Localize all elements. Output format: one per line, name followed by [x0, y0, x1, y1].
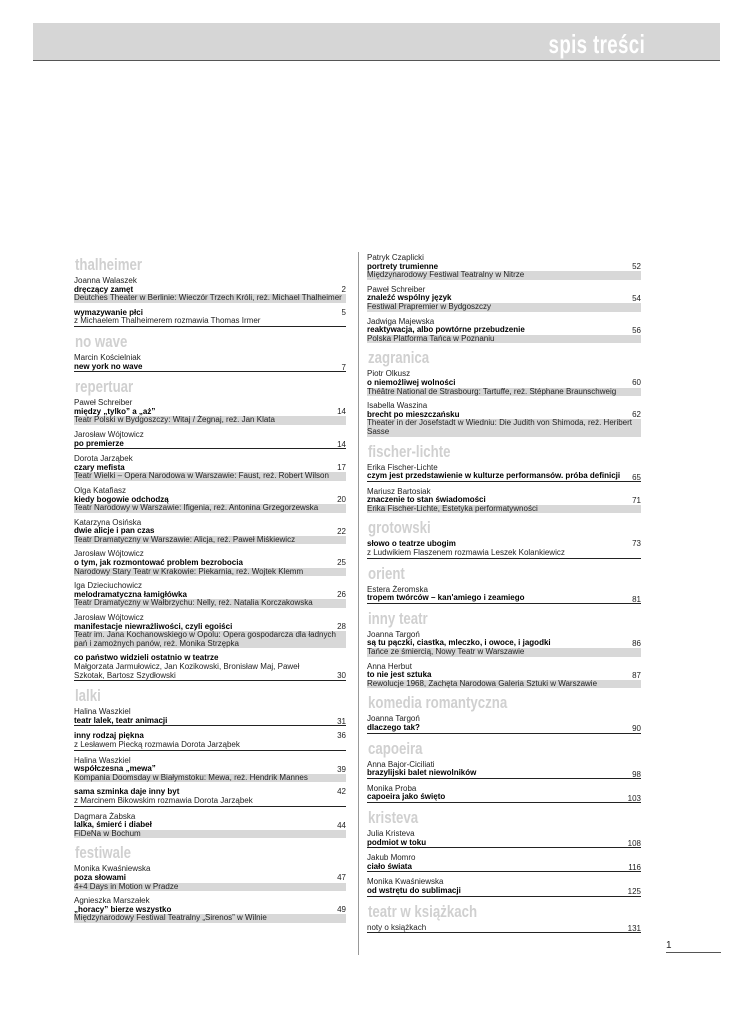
entry-title[interactable]: współczesna „mewa” — [74, 764, 156, 774]
entry-author: Jarosław Wójtowicz — [74, 429, 144, 439]
entry-title[interactable]: brazylijski balet niewolników — [367, 769, 641, 779]
entry-note: Teatr Narodowy w Warszawie: Ifigenia, reż. Antonina Grzegorzewska — [74, 504, 346, 513]
entry-title[interactable]: melodramatyczna łamigłówka — [74, 589, 187, 599]
page-ref: 52 — [632, 262, 641, 271]
section-header: orient — [368, 563, 405, 583]
entry-subtitle: z Marcinem Bikowskim rozmawia Dorota Jarząbek — [74, 797, 346, 807]
page-ref: 60 — [632, 378, 641, 388]
toc-entry[interactable] — [74, 654, 346, 681]
page-ref: 62 — [632, 410, 641, 420]
toc-entry[interactable] — [367, 402, 641, 436]
toc-entry[interactable] — [74, 399, 346, 425]
page-ref: 20 — [337, 494, 346, 504]
page-ref: 17 — [337, 463, 346, 473]
page-ref: 131 — [627, 923, 641, 933]
entry-author: Estera Żeromska — [367, 584, 428, 594]
toc-entry[interactable] — [367, 488, 641, 514]
toc-entry[interactable] — [74, 550, 346, 576]
entry-note: Teatr Dramatyczny w Wałbrzychu: Nelly, reż. Natalia Korczakowska — [74, 599, 346, 608]
toc-right-column — [367, 254, 641, 939]
page-ref: 2 — [341, 285, 346, 294]
section-header: thalheimer — [75, 255, 143, 274]
entry-title[interactable]: znaleźć wspólny język — [367, 293, 452, 303]
entry-title[interactable]: capoeira jako święto — [367, 793, 641, 803]
entry-note: Narodowy Stary Teatr w Krakowie: Piekarnia, reż. Wojtek Klemm — [74, 568, 346, 577]
page-ref: 49 — [337, 905, 346, 915]
entry-author: Joanna Walaszek — [74, 276, 137, 285]
entry-title[interactable]: teatr lalek, teatr animacji — [74, 717, 346, 727]
toc-entry[interactable] — [367, 663, 641, 689]
entry-title[interactable]: czym jest przedstawienie w kulturze performansów. próba definicji — [367, 472, 641, 482]
toc-entry[interactable] — [367, 715, 641, 733]
entry-note: Théâtre National de Strasbourg: Tartuffe, reż. Stéphane Braunschweig — [367, 388, 641, 397]
section-header: inny teatr — [368, 608, 428, 628]
page-ref: 25 — [337, 558, 346, 568]
entry-title[interactable]: tropem twórców – kan'amiego i zeamiego — [367, 594, 641, 604]
entry-author: Anna Herbut — [367, 661, 412, 671]
toc-entry[interactable] — [74, 732, 346, 750]
entry-subtitle: Małgorzata Jarmułowicz, Jan Kozikowski, Bronisław Maj, Paweł Szkotak, Bartosz Szydłowski — [74, 663, 346, 681]
entry-title[interactable]: poza słowami — [74, 872, 127, 882]
toc-entry[interactable] — [367, 854, 641, 872]
entry-title[interactable]: brecht po mieszczańsku — [367, 409, 460, 419]
page-ref: 125 — [627, 887, 641, 897]
toc-entry[interactable] — [74, 431, 346, 449]
entry-author: Marcin Kościelniak — [74, 352, 141, 362]
entry-author: Agnieszka Marszałek — [74, 896, 150, 906]
entry-title[interactable]: o tym, jak rozmontować problem bezrobocia — [74, 558, 243, 568]
entry-subtitle: z Ludwikiem Flaszenem rozmawia Leszek Kolankiewicz — [367, 549, 641, 559]
page-ref: 116 — [628, 863, 641, 873]
entry-note: Theater in der Josefstadt w Wiedniu: Die Judith von Shimoda, reż. Heribert Sasse — [367, 419, 641, 436]
entry-note: Teatr Polski w Bydgoszczy: Witaj / Żegnaj, reż. Jan Klata — [74, 416, 346, 425]
entry-title[interactable]: inny rodzaj piękna — [74, 731, 144, 741]
entry-title[interactable]: czary mefista — [74, 462, 125, 472]
entry-author: Isabella Waszina — [367, 401, 428, 411]
entry-author: Piotr Olkusz — [367, 369, 411, 379]
page-ref: 65 — [632, 472, 641, 482]
toc-entry[interactable] — [74, 309, 346, 327]
page-ref: 36 — [337, 731, 346, 741]
section-header: lalki — [75, 686, 101, 706]
page-title: spis treści — [548, 29, 645, 59]
page-ref: 5 — [341, 307, 346, 317]
entry-author: Halina Waszkiel — [74, 755, 131, 765]
entry-title[interactable]: wymazywanie płci — [74, 307, 143, 317]
toc-entry[interactable] — [74, 897, 346, 923]
entry-note: Festiwal Prapremier w Bydgoszczy — [367, 303, 641, 312]
entry-title[interactable]: słowo o teatrze ubogim — [367, 539, 456, 549]
entry-note: Teatr im. Jana Kochanowskiego w Opolu: Opera gospodarcza dla ładnych pań i zamożnych panów, reż. Monika Strzępka — [74, 631, 346, 648]
entry-title[interactable]: „horacy” bierze wszystko — [74, 904, 172, 914]
page-ref: 87 — [632, 670, 641, 680]
entry-subtitle: z Michaelem Thalheimerem rozmawia Thomas Irmer — [74, 317, 346, 327]
entry-title[interactable]: między „tylko” a „aż” — [74, 406, 156, 416]
entry-author: Jarosław Wójtowicz — [74, 549, 144, 559]
toc-entry[interactable] — [74, 708, 346, 726]
toc-entry[interactable] — [74, 788, 346, 806]
entry-note: Tańce ze śmiercią, Nowy Teatr w Warszawie — [367, 648, 641, 657]
page-ref: 42 — [337, 787, 346, 797]
toc-entry[interactable] — [367, 924, 641, 934]
entry-note: Rewolucje 1968, Zachęta Narodowa Galeria Sztuki w Warszawie — [367, 680, 641, 689]
toc-entry[interactable] — [74, 757, 346, 783]
section-header: kristeva — [368, 807, 419, 827]
entry-title[interactable]: są tu pączki, ciastka, mleczko, i owoce, i jagodki — [367, 638, 551, 648]
toc-entry[interactable] — [367, 464, 641, 482]
entry-author: Monika Proba — [367, 783, 417, 793]
toc-entry[interactable] — [74, 813, 346, 839]
page-ref: 14 — [337, 407, 346, 417]
toc-entry[interactable] — [74, 455, 346, 481]
entry-title[interactable]: dwie alicje i pan czas — [74, 526, 155, 536]
toc-entry[interactable] — [367, 318, 641, 344]
entry-subtitle: z Lesławem Piecką rozmawia Dorota Jarząbek — [74, 741, 346, 751]
entry-note: FiDeNa w Bochum — [74, 830, 346, 839]
toc-entry[interactable] — [367, 254, 641, 280]
entry-title[interactable]: to nie jest sztuka — [367, 670, 432, 680]
entry-title[interactable]: lalka, śmierć i diabeł — [74, 820, 152, 830]
toc-entry[interactable] — [367, 878, 641, 896]
page-ref: 81 — [632, 594, 641, 604]
toc-entry[interactable] — [367, 540, 641, 558]
section-header: komedia romantyczna — [368, 693, 508, 713]
entry-title[interactable]: dlaczego tak? — [367, 724, 641, 734]
toc-entry[interactable] — [367, 586, 641, 604]
column-divider — [358, 252, 359, 955]
entry-author: Jadwiga Majewska — [367, 316, 435, 326]
page-ref: 39 — [337, 764, 346, 774]
toc-left-column — [74, 254, 346, 929]
toc-entry[interactable] — [74, 354, 346, 372]
page-ref: 22 — [337, 526, 346, 536]
page-ref: 47 — [337, 873, 346, 883]
section-header: repertuar — [75, 377, 134, 397]
entry-title[interactable]: portrety trumienne — [367, 261, 439, 271]
entry-note: Polska Platforma Tańca w Poznaniu — [367, 335, 641, 344]
page-ref: 31 — [337, 717, 346, 727]
entry-title[interactable]: znaczenie to stan świadomości — [367, 495, 486, 505]
entry-author: Paweł Schreiber — [367, 284, 426, 294]
toc-entry[interactable] — [74, 614, 346, 648]
page-ref: 71 — [632, 495, 641, 505]
entry-author: Iga Dzieciuchowicz — [74, 581, 143, 591]
entry-author: Monika Kwaśniewska — [367, 877, 444, 887]
page-ref: 54 — [632, 293, 641, 303]
toc-entry[interactable] — [74, 582, 346, 608]
entry-note: Kompania Doomsday w Białymstoku: Mewa, reż. Hendrik Mannes — [74, 774, 346, 783]
entry-note: Teatr Wielki – Opera Narodowa w Warszawie: Faust, reż. Robert Wilson — [74, 472, 346, 481]
header-banner — [33, 23, 720, 61]
entry-author: Patryk Czaplicki — [367, 253, 424, 262]
section-header: festiwale — [75, 843, 132, 863]
entry-author: Joanna Targoń — [367, 629, 420, 639]
entry-note: Teatr Dramatyczny w Warszawie: Alicja, reż. Paweł Miśkiewicz — [74, 536, 346, 545]
toc-entry[interactable] — [74, 487, 346, 513]
page-ref: 73 — [632, 539, 641, 549]
section-header: no wave — [75, 331, 128, 351]
entry-author: Paweł Schreiber — [74, 398, 133, 408]
entry-author: Joanna Targoń — [367, 714, 420, 724]
page-ref: 103 — [627, 793, 641, 803]
entry-author: Olga Katafiasz — [74, 485, 127, 495]
entry-author: Monika Kwaśniewska — [74, 864, 151, 874]
entry-author: Halina Waszkiel — [74, 707, 131, 717]
toc-entry[interactable] — [74, 865, 346, 891]
page-ref: 44 — [337, 820, 346, 830]
page-ref: 98 — [632, 769, 641, 779]
entry-subtitle: noty o książkach — [367, 924, 641, 934]
entry-title[interactable]: sama szminka daje inny byt — [74, 787, 180, 797]
toc-entry[interactable] — [367, 830, 641, 848]
section-header: teatr w książkach — [368, 901, 478, 921]
section-header: capoeira — [368, 738, 423, 758]
section-header: zagranica — [368, 348, 430, 368]
toc-entry[interactable] — [367, 785, 641, 803]
page-ref: 56 — [632, 325, 641, 335]
entry-note: Deutches Theater w Berlinie: Wieczór Trzech Króli, reż. Michael Thalheimer — [74, 294, 346, 303]
entry-note: Międzynarodowy Festiwal Teatralny w Nitrze — [367, 271, 641, 280]
entry-title[interactable]: o niemożliwej wolności — [367, 377, 456, 387]
entry-author: Erika Fischer-Lichte — [367, 462, 438, 472]
entry-author: Anna Bajor-Ciciliati — [367, 759, 435, 769]
page-number: 1 — [666, 940, 721, 953]
page-ref: 90 — [632, 724, 641, 734]
entry-title[interactable]: co państwo widzieli ostatnio w teatrze — [74, 653, 219, 663]
entry-title[interactable]: reaktywacja, albo powtórne przebudzenie — [367, 325, 525, 335]
entry-note: Erika Fischer-Lichte, Estetyka performatywności — [367, 505, 641, 514]
entry-title[interactable]: new york no wave — [74, 363, 346, 373]
entry-title[interactable]: od wstrętu do sublimacji — [367, 887, 641, 897]
page-ref: 26 — [337, 590, 346, 600]
toc-entry[interactable] — [367, 631, 641, 657]
section-header: fischer-lichte — [368, 441, 451, 461]
entry-title[interactable]: kiedy bogowie odchodzą — [74, 494, 169, 504]
entry-author: Katarzyna Osińska — [74, 517, 142, 527]
page-ref: 86 — [632, 638, 641, 648]
toc-entry[interactable] — [367, 286, 641, 312]
page-ref: 30 — [337, 671, 346, 681]
entry-title[interactable]: manifestacje niewrażliwości, czyli egoiści — [74, 621, 233, 631]
page-ref: 14 — [337, 439, 346, 449]
entry-author: Julia Kristeva — [367, 828, 415, 838]
entry-author: Jarosław Wójtowicz — [74, 613, 144, 623]
toc-entry[interactable] — [74, 519, 346, 545]
entry-author: Mariusz Bartosiak — [367, 486, 431, 496]
entry-title[interactable]: ciało świata — [367, 863, 641, 873]
page-ref: 7 — [341, 362, 346, 372]
page-ref: 108 — [627, 838, 641, 848]
toc-entry[interactable] — [74, 277, 346, 303]
toc-entry[interactable] — [367, 761, 641, 779]
entry-note: 4+4 Days in Motion w Pradze — [74, 883, 346, 892]
entry-author: Dorota Jarząbek — [74, 454, 133, 464]
entry-note: Międzynarodowy Festiwal Teatralny „Sirenos” w Wilnie — [74, 914, 346, 923]
entry-title[interactable]: dręczący zamęt — [74, 284, 134, 294]
page-ref: 28 — [337, 622, 346, 632]
entry-title[interactable]: po premierze — [74, 440, 346, 450]
entry-author: Dagmara Żabska — [74, 811, 136, 821]
toc-entry[interactable] — [367, 370, 641, 396]
section-header: grotowski — [368, 518, 431, 538]
entry-title[interactable]: podmiot w toku — [367, 839, 641, 849]
entry-author: Jakub Momro — [367, 853, 416, 863]
